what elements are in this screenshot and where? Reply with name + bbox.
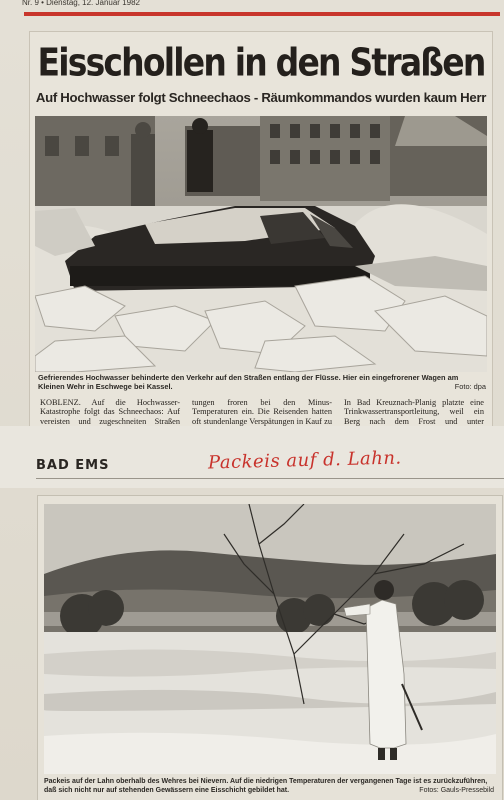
photo-credit: Fotos: Gauls-Pressebild [419,787,494,794]
article-column-2 [192,398,332,426]
frozen-car-photo-drawing [35,116,487,372]
photo-caption: Packeis auf der Lahn oberhalb des Wehres bei Nievern. Auf die niedrigen Temperaturen der vergangenen Tage ist es zurückzuführen, daß sich nicht nur auf stehenden Gewässern eine Eisschicht gebildet hat. [44,778,488,794]
article-clipping [30,32,492,426]
headline: Eisschollen in den Straßen [37,40,485,85]
photo-credit: Foto: dpa [454,382,486,391]
article-body [40,398,486,426]
paragraph: In Bad Kreuznach-Planig platzte eine Trinkwassertransportleitung, weil ein Berg nach dem Frost und unter [344,398,484,426]
subheadline: Auf Hochwasser folgt Schneechaos - Räumkommandos wurden kaum Herr [35,90,487,105]
article-column-3 [344,398,484,426]
section-rule [36,478,504,479]
handwritten-note: Packeis auf d. Lahn. [207,447,402,474]
frozen-car-photo [35,116,487,372]
section-label: BAD EMS [36,458,110,473]
second-clipping [38,496,502,800]
lahn-ice-photo [44,504,496,774]
lahn-ice-photo-drawing [44,504,496,774]
photo-caption: Gefrierendes Hochwasser behinderte den Verkehr auf den Straßen entlang der Flüsse. Hier ein eingefrorener Wagen am Kleinen Wehr in Eschwege bei Kassel. [38,373,459,391]
paragraph: KOBLENZ. Auf die Hochwasser-Katastrophe folgt das Schneechaos: Auf vereisten und zugeschneiten Straßen [40,398,180,426]
paragraph: tungen froren bei den Minus-Temperaturen ein. Die Reisenden hatten oft stundenlange Verspätungen in Kauf zu [192,398,332,426]
dateline: Nr. 9 • Dienstag, 12. Januar 1982 [22,0,140,7]
red-rule [24,12,500,16]
article-column-1 [40,398,180,426]
